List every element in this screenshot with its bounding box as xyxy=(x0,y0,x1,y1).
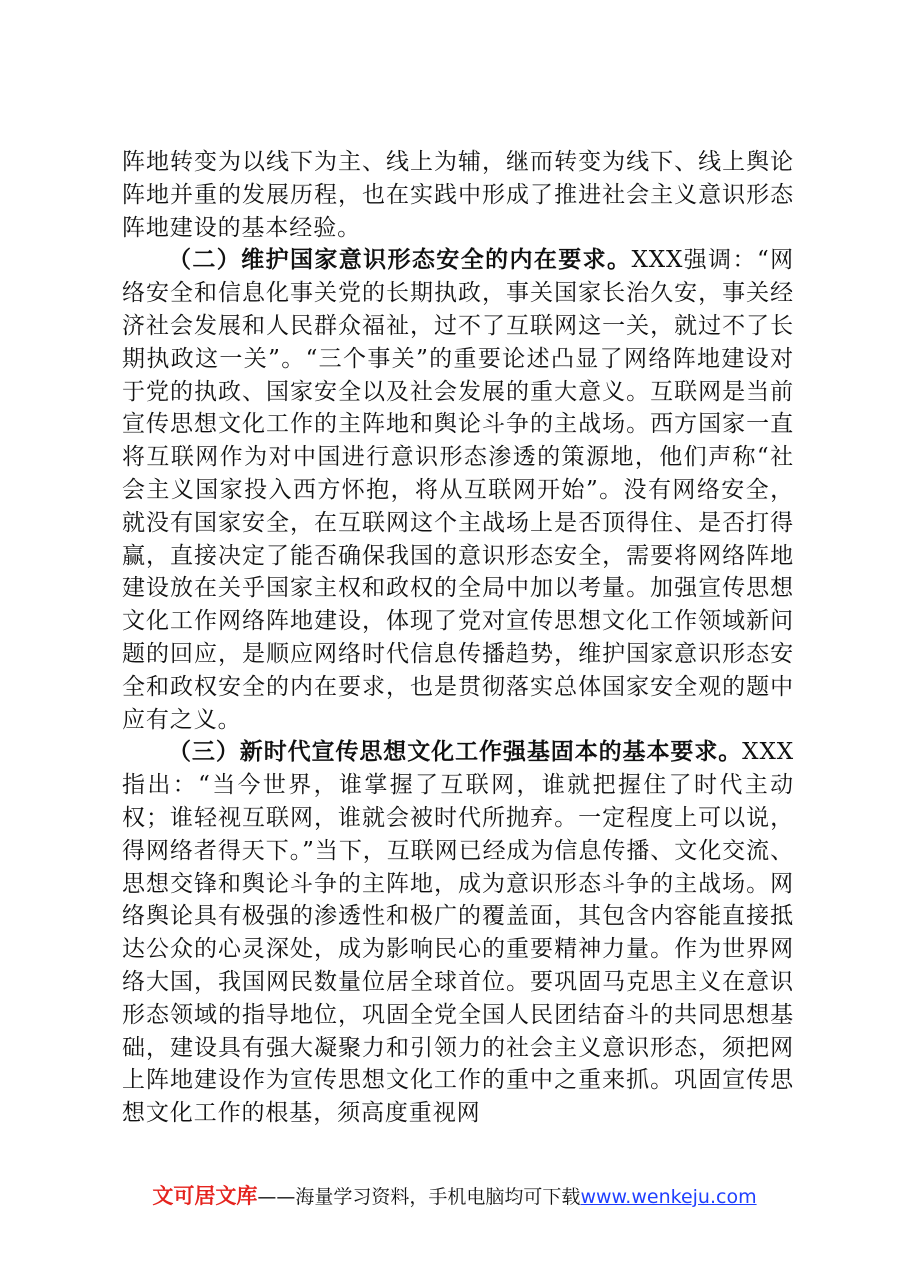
brand-name: 文可居文库 xyxy=(152,1184,258,1208)
paragraph-3 xyxy=(122,736,794,1130)
footer-slogan: ——海量学习资料，手机电脑均可下载 xyxy=(257,1186,581,1208)
paragraph-2 xyxy=(122,244,794,736)
section-heading-2: （二）维护国家意识形态安全的内在要求。 xyxy=(168,246,632,274)
section-heading-3: （三）新时代宣传思想文化工作强基固本的基本要求。 xyxy=(168,738,743,766)
paragraph-3-body: XXX指出：“当今世界，谁掌握了互联网，谁就把握住了时代主动权；谁轻视互联网，谁就会被时代所抛弃。一定程度上可以说，得网络者得天下。”当下，互联网已经成为信息传播、文化交流、思想交锋和舆论斗争的主阵地，成为意识形态斗争的主战场。网络舆论具有极强的渗透性和极广的覆盖面，其包含内容能直接抵达公众的心灵深处，成为影响民心的重要精神力量。作为世界网络大国，我国网民数量位居全球首位。要巩固马克思主义在意识形态领域的指导地位，巩固全党全国人民团结奋斗的共同思想基础，建设具有强大凝聚力和引领力的社会主义意识形态，须把网上阵地建设作为宣传思想文化工作的重中之重来抓。巩固宣传思想文化工作的根基，须高度重视网 xyxy=(122,739,794,1127)
document-body xyxy=(122,146,794,1130)
paragraph-2-body: XXX强调：“网络安全和信息化事关党的长期执政，事关国家长治久安，事关经济社会发展和人民群众福祉，过不了互联网这一关，就过不了长期执政这一关”。“三个事关”的重要论述凸显了网络阵地建设对于党的执政、国家安全以及社会发展的重大意义。互联网是当前宣传思想文化工作的主阵地和舆论斗争的主战场。西方国家一直将互联网作为对中国进行意识形态渗透的策源地，他们声称“社会主义国家投入西方怀抱，将从互联网开始”。没有网络安全，就没有国家安全，在互联网这个主战场上是否顶得住、是否打得赢，直接决定了能否确保我国的意识形态安全，需要将网络阵地建设放在关乎国家主权和政权的全局中加以考量。加强宣传思想文化工作网络阵地建设，体现了党对宣传思想文化工作领域新问题的回应，是顺应网络时代信息传播趋势，维护国家意识形态安全和政权安全的内在要求，也是贯彻落实总体国家安全观的题中应有之义。 xyxy=(122,247,794,733)
paragraph-1: 阵地转变为以线下为主、线上为辅，继而转变为线下、线上舆论阵地并重的发展历程，也在实践中形成了推进社会主义意识形态阵地建设的基本经验。 xyxy=(122,149,794,241)
footer-banner xyxy=(0,1181,909,1212)
website-link[interactable]: www.wenkeju.com xyxy=(580,1186,757,1208)
